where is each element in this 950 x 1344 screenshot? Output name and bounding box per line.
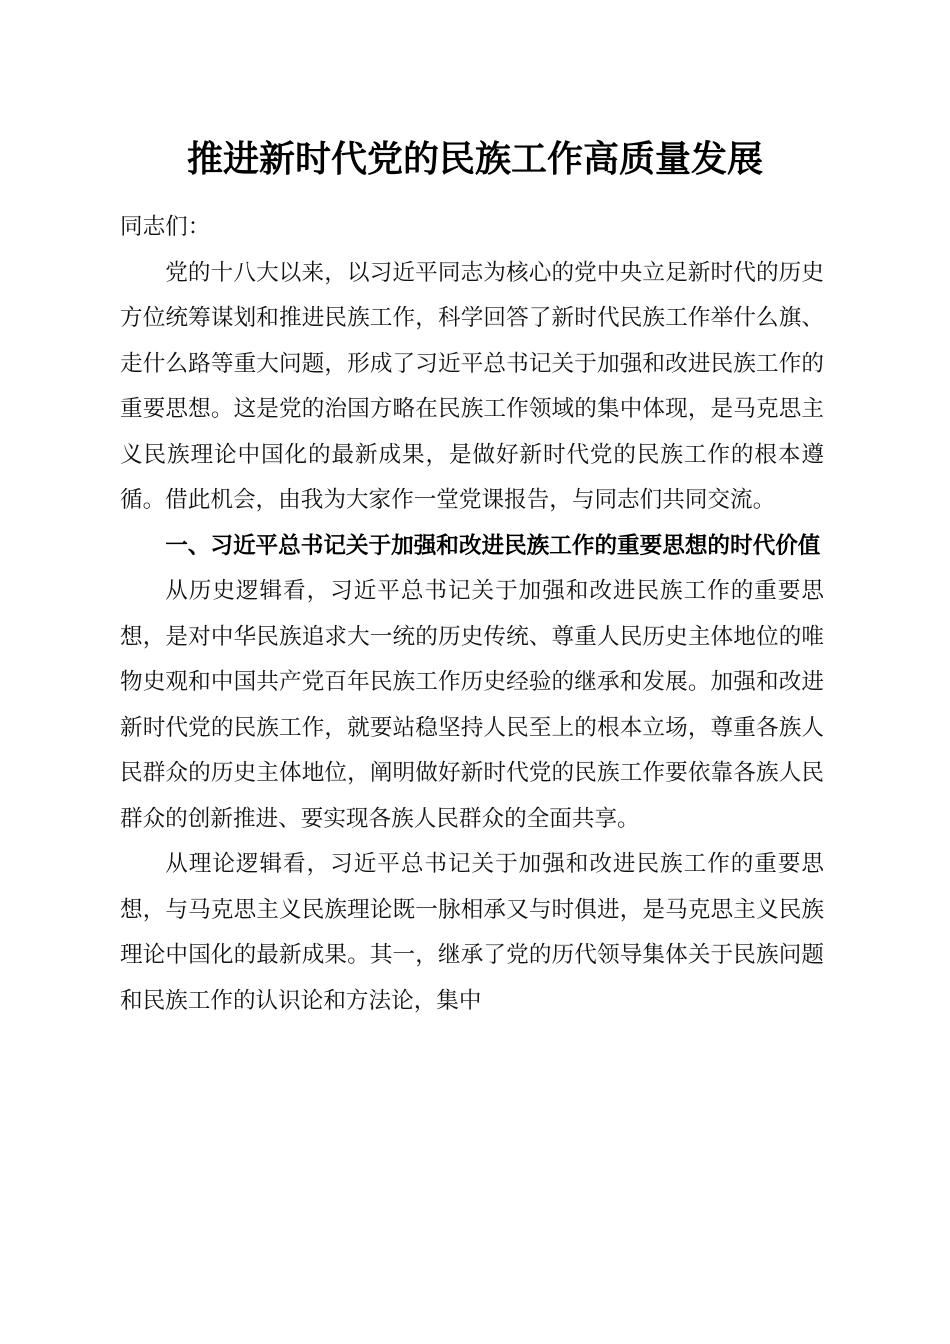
document-body xyxy=(120,205,824,1024)
section-heading: 一、习近平总书记关于加强和改进民族工作的重要思想的时代价值 xyxy=(165,532,821,559)
intro-paragraph: 党的十八大以来，以习近平同志为核心的党中央立足新时代的历史方位统筹谋划和推进民族工作，科学回答了新时代民族工作举什么旗、走什么路等重大问题，形成了习近平总书记关于加强和改进民族工作的重要思想。这是党的治国方略在民族工作领域的集中体现，是马克思主义民族理论中国化的最新成果，是做好新时代党的民族工作的根本遵循。借此机会，由我为大家作一堂党课报告，与同志们共同交流。 xyxy=(120,259,824,513)
section-paragraph-theoretical-logic: 从理论逻辑看，习近平总书记关于加强和改进民族工作的重要思想，与马克思主义民族理论既一脉相承又与时俱进，是马克思主义民族理论中国化的最新成果。其一，继承了党的历代领导集体关于民族问题和民族工作的认识论和方法论，集中 xyxy=(120,851,824,1014)
salutation: 同志们： xyxy=(120,214,211,240)
document-title: 推进新时代党的民族工作高质量发展 xyxy=(186,138,763,180)
section-paragraph-historical-logic: 从历史逻辑看，习近平总书记关于加强和改进民族工作的重要思想，是对中华民族追求大一统的历史传统、尊重人民历史主体地位的唯物史观和中国共产党百年民族工作历史经验的继承和发展。加强和改进新时代党的民族工作，就要站稳坚持人民至上的根本立场，尊重各族人民群众的历史主体地位，阐明做好新时代党的民族工作要依靠各族人民群众的创新推进、要实现各族人民群众的全面共享。 xyxy=(120,578,824,832)
